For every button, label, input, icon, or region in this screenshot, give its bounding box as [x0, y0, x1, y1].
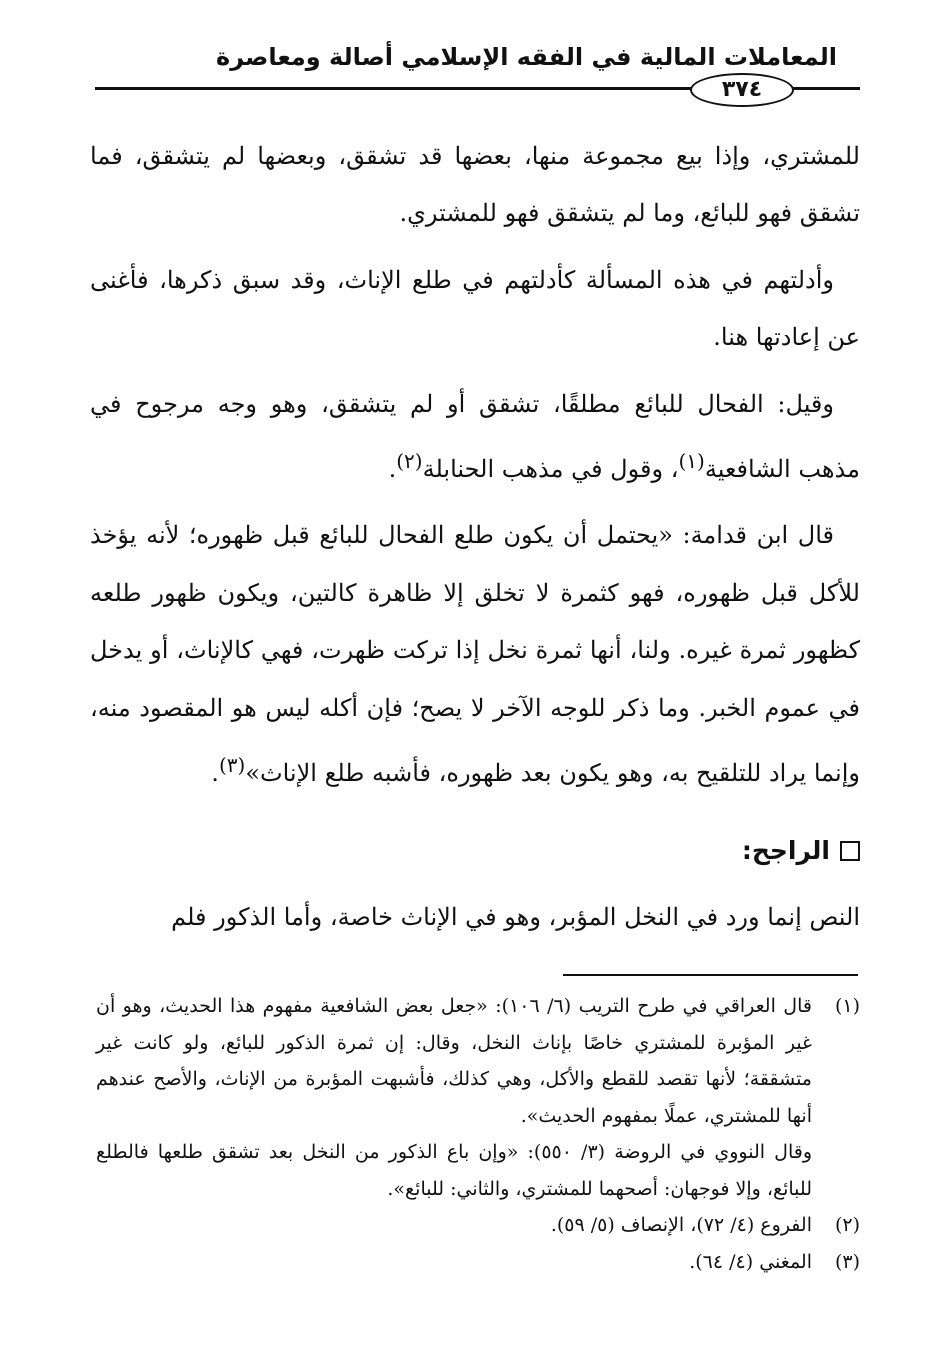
page-number: ٣٧٤: [690, 73, 794, 107]
running-title: المعاملات المالية في الفقه الإسلامي أصالة ومعاصرة: [216, 43, 837, 71]
main-text: [90, 128, 860, 946]
footnote-ref-3: (٣): [218, 753, 246, 778]
paragraph-3: [90, 376, 860, 499]
footnote-3-number: (٣): [834, 1250, 860, 1273]
footnote-1-text: قال العراقي في طرح التريب (٦/ ١٠٦): «جعل بعض الشافعية مفهوم هذا الحديث، وهو أن غير المؤبرة للمشتري خاصًا بإناث النخل، وقال: إن ثمرة الذكور للبائع، ولو كانت غير متشققة؛ لأنها تقصد للقطع والأكل، وهي كذلك، فأشبهت المؤبرة من الإناث، والأصح عندهم أنها للمشتري، عملًا بمفهوم الحديث».: [96, 995, 812, 1127]
paragraph-3-text-2: ، وقول في مذهب الحنابلة: [422, 455, 679, 484]
footnote-1-continuation: وقال النووي في الروضة (٣/ ٥٥٠): «وإن باع الذكور من النخل بعد تشقق طلعها فالطلع للبائع، وإلا فوجهان: أصحهما للمشتري، والثاني: للبائع».: [96, 1141, 812, 1200]
paragraph-2: وأدلتهم في هذه المسألة كأدلتهم في طلع الإناث، وقد سبق ذكرها، فأغنى عن إعادتها هنا.: [90, 265, 860, 352]
section-heading: [90, 822, 860, 879]
footnote-ref-1: (١): [678, 449, 705, 474]
paragraph-5: النص إنما ورد في النخل المؤبر، وهو في الإناث خاصة، وأما الذكور فلم: [171, 902, 860, 931]
footnote-1: [96, 988, 860, 1134]
paragraph-3-text: وقيل: الفحال للبائع مطلقًا، تشقق أو لم يتشقق، وهو وجه مرجوح في مذهب الشافعية: [90, 389, 860, 484]
paragraph-3-end: .: [388, 455, 397, 484]
footnote-3: [96, 1244, 860, 1281]
footnote-2-text: الفروع (٤/ ٧٢)، الإنصاف (٥/ ٥٩).: [550, 1214, 812, 1236]
section-heading-text: الراجح:: [741, 836, 830, 866]
footnote-3-text: المغني (٤/ ٦٤).: [689, 1250, 812, 1273]
paragraph-1: للمشتري، وإذا بيع مجموعة منها، بعضها قد تشقق، وبعضها لم يتشقق، فما تشقق فهو للبائع، وما لم يتشقق فهو للمشتري.: [90, 142, 860, 228]
footnotes: [96, 988, 860, 1280]
footnote-ref-2: (٢): [396, 449, 423, 474]
paragraph-4-text: قال ابن قدامة: «يحتمل أن يكون طلع الفحال للبائع قبل ظهوره؛ لأنه يؤخذ للأكل قبل ظهوره، فهو كثمرة لا تخلق إلا ظاهرة كالتين، ويكون ظهور طلعه كظهور ثمرة غيره. ولنا، أنها ثمرة نخل إذا تركت ظهرت، فهي كالإناث، أو يدخل في عموم الخبر. وما ذكر للوجه الآخر لا يصح؛ فإن أكله ليس هو المقصود منه، وإنما يراد للتلقيح به، وهو يكون بعد ظهوره، فأشبه طلع الإناث»: [90, 521, 860, 788]
footnote-rule: [563, 974, 858, 976]
square-bullet-icon: [840, 841, 860, 861]
paragraph-4: [90, 507, 860, 802]
footnote-1-number: (١): [834, 995, 860, 1017]
footnote-2-number: (٢): [834, 1214, 860, 1236]
paragraph-4-end: .: [211, 759, 219, 788]
footnote-2: [96, 1207, 860, 1244]
